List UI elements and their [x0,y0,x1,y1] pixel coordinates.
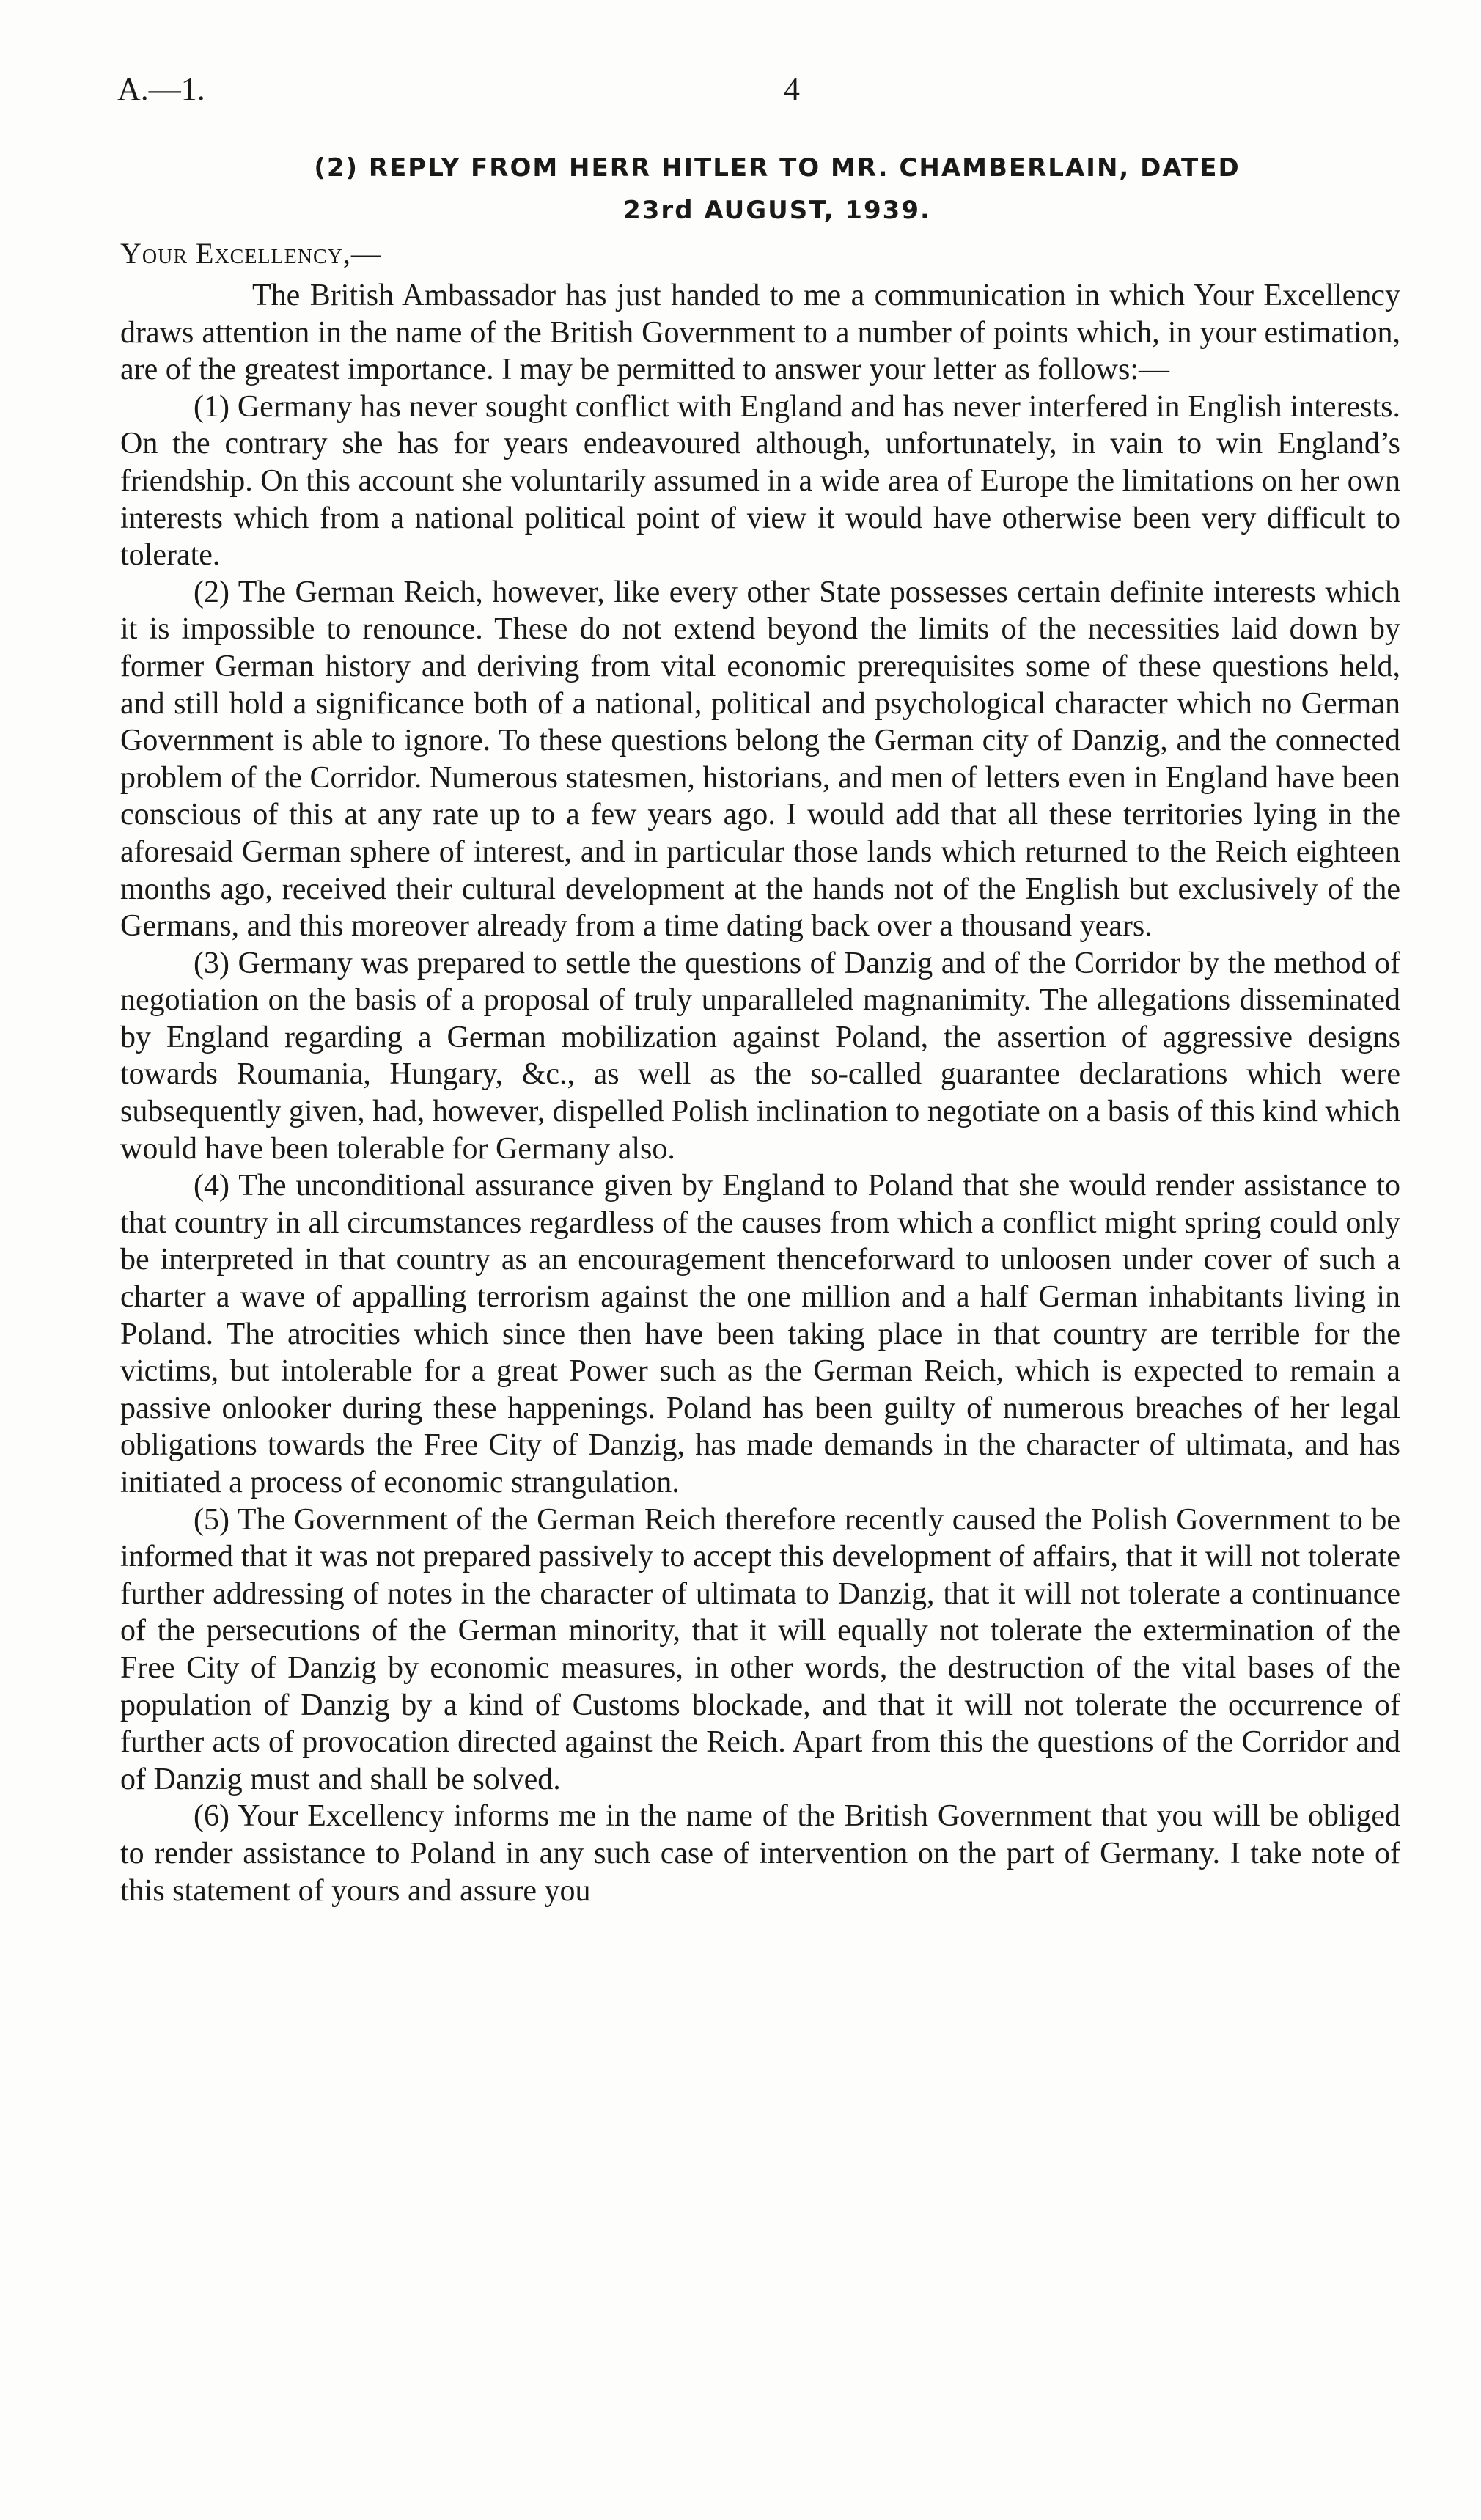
salutation: Your Excellency,— [120,237,381,270]
paragraph-1: (1) Germany has never sought conflict with England and has never interfered in English interests. On the contrary she has for years endeavoured although, unfortunately, in vain to win England’s friendship. On this account she voluntarily assumed in a wide area of Europe the limitations on her own interests which from a national political point of view it would have otherwise been very difficult to tolerate. [120,389,1400,573]
paragraph-6: (6) Your Excellency informs me in the name of the British Government that you will be obliged to render assistance to Poland in any such case of intervention on the part of Germany. I take note of this statement of yours and assure you [120,1799,1400,1908]
document-title [191,147,1364,232]
paragraph-2: (2) The German Reich, however, like every other State possesses certain definite interests which it is impossible to renounce. These do not extend beyond the limits of the necessities laid down by former German history and deriving from vital economic prerequisites some of these questions held, and still hold a significance both of a national, political and psychological character which no German Government is able to ignore. To these questions belong the German city of Danzig, and the connected problem of the Corridor. Numerous statesmen, historians, and men of letters even in England have been conscious of this at any rate up to a few years ago. I would add that all these territories lying in the aforesaid German sphere of interest, and in particular those lands which returned to the Reich eighteen months ago, received their cultural development at the hands not of the English but exclusively of the Germans, and this moreover already from a time dating back over a thousand years. [120,575,1400,944]
document-reference: A.—1. [117,71,205,107]
title-line-2: 23rd AUGUST, 1939. [623,196,931,225]
page-number: 4 [784,71,800,107]
paragraph-5: (5) The Government of the German Reich therefore recently caused the Polish Government to be informed that it was not prepared passively to accept this development of affairs, that it will not tolerate further addressing of notes in the character of ultimata to Danzig, that it will not tolerate a continuance of the persecutions of the German minority, that it will equally not tolerate the extermination of the Free City of Danzig by economic measures, in other words, the destruction of the vital bases of the population of Danzig by a kind of Customs blockade, and that it will not tolerate the occurrence of further acts of provocation directed against the Reich. Apart from this the questions of the Corridor and of Danzig must and shall be solved. [120,1502,1400,1796]
title-line-1: (2) REPLY FROM HERR HITLER TO MR. CHAMBERLAIN, DATED [314,153,1241,183]
paragraph-intro: The British Ambassador has just handed to me a communication in which Your Excellency draws attention in the name of the British Government to a number of points which, in your estimation, are of the greatest importance. I may be permitted to answer your letter as follows:— [120,279,1400,387]
running-header [117,70,1408,114]
letter-body [120,277,1400,1909]
paragraph-3: (3) Germany was prepared to settle the questions of Danzig and of the Corridor by the method of negotiation on the basis of a proposal of truly unparalleled magnanimity. The allegations disseminated by England regarding a German mobilization against Poland, the assertion of aggressive designs towards Roumania, Hungary, &c., as well as the so-called guarantee declarations which were subsequently given, had, however, dispelled Polish inclination to negotiate on a basis of this kind which would have been tolerable for Germany also. [120,946,1400,1166]
paragraph-4: (4) The unconditional assurance given by England to Poland that she would render assistance to that country in all circumstances regardless of the causes from which a conflict might spring could only be interpreted in that country as an encouragement thenceforward to unloosen under cover of such a charter a wave of appalling terrorism against the one million and a half German inhabitants living in Poland. The atrocities which since then have been taking place in that country are terrible for the victims, but intolerable for a great Power such as the German Reich, which is expected to remain a passive onlooker during these happenings. Poland has been guilty of numerous breaches of her legal obligations towards the Free City of Danzig, has made demands in the character of ultimata, and has initiated a process of economic strangulation. [120,1169,1400,1499]
